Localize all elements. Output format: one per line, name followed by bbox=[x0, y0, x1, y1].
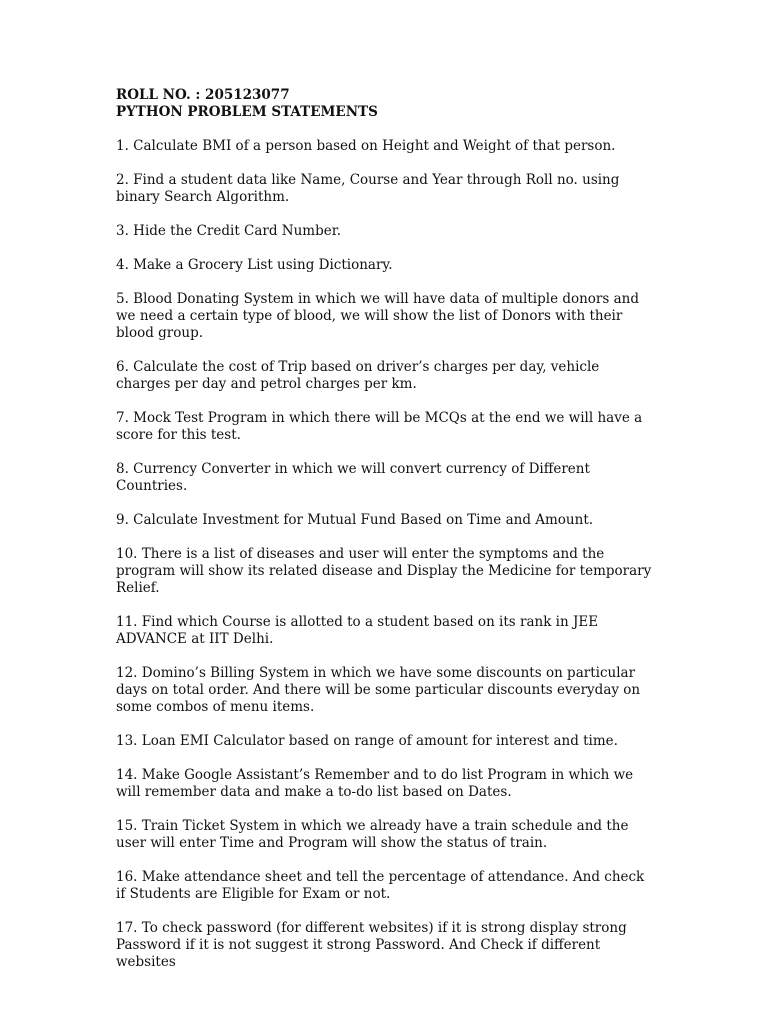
problem-4: 4. Make a Grocery List using Dictionary. bbox=[116, 257, 393, 273]
problem-1: 1. Calculate BMI of a person based on Height and Weight of that person. bbox=[116, 138, 616, 154]
document-header bbox=[116, 87, 656, 121]
roll-number: ROLL NO. : 205123077 bbox=[116, 87, 290, 103]
problem-14: 14. Make Google Assistant’s Remember and to do list Program in which we will remember data and make a to-do list based on Dates. bbox=[116, 767, 634, 800]
problem-11: 11. Find which Course is allotted to a student based on its rank in JEE ADVANCE at IIT Delhi. bbox=[116, 614, 599, 647]
problem-15: 15. Train Ticket System in which we already have a train schedule and the user will enter Time and Program will show the status of train. bbox=[116, 818, 629, 851]
document-title: PYTHON PROBLEM STATEMENTS bbox=[116, 104, 378, 120]
document-body bbox=[116, 87, 656, 988]
problem-list bbox=[116, 138, 656, 971]
problem-7: 7. Mock Test Program in which there will be MCQs at the end we will have a score for this test. bbox=[116, 410, 643, 443]
problem-9: 9. Calculate Investment for Mutual Fund Based on Time and Amount. bbox=[116, 512, 594, 528]
problem-5: 5. Blood Donating System in which we will have data of multiple donors and we need a certain type of blood, we will show the list of Donors with their blood group. bbox=[116, 291, 639, 341]
problem-2: 2. Find a student data like Name, Course and Year through Roll no. using binary Search Algorithm. bbox=[116, 172, 620, 205]
problem-3: 3. Hide the Credit Card Number. bbox=[116, 223, 341, 239]
problem-16: 16. Make attendance sheet and tell the percentage of attendance. And check if Students are Eligible for Exam or not. bbox=[116, 869, 645, 902]
problem-17: 17. To check password (for different websites) if it is strong display strong Password if it is not suggest it strong Password. And Check if different websites bbox=[116, 920, 627, 970]
problem-6: 6. Calculate the cost of Trip based on driver’s charges per day, vehicle charges per day and petrol charges per km. bbox=[116, 359, 600, 392]
problem-8: 8. Currency Converter in which we will convert currency of Different Countries. bbox=[116, 461, 590, 494]
problem-12: 12. Domino’s Billing System in which we have some discounts on particular days on total order. And there will be some particular discounts everyday on some combos of menu items. bbox=[116, 665, 641, 715]
problem-10: 10. There is a list of diseases and user will enter the symptoms and the program will show its related disease and Display the Medicine for temporary Relief. bbox=[116, 546, 652, 596]
problem-13: 13. Loan EMI Calculator based on range of amount for interest and time. bbox=[116, 733, 618, 749]
